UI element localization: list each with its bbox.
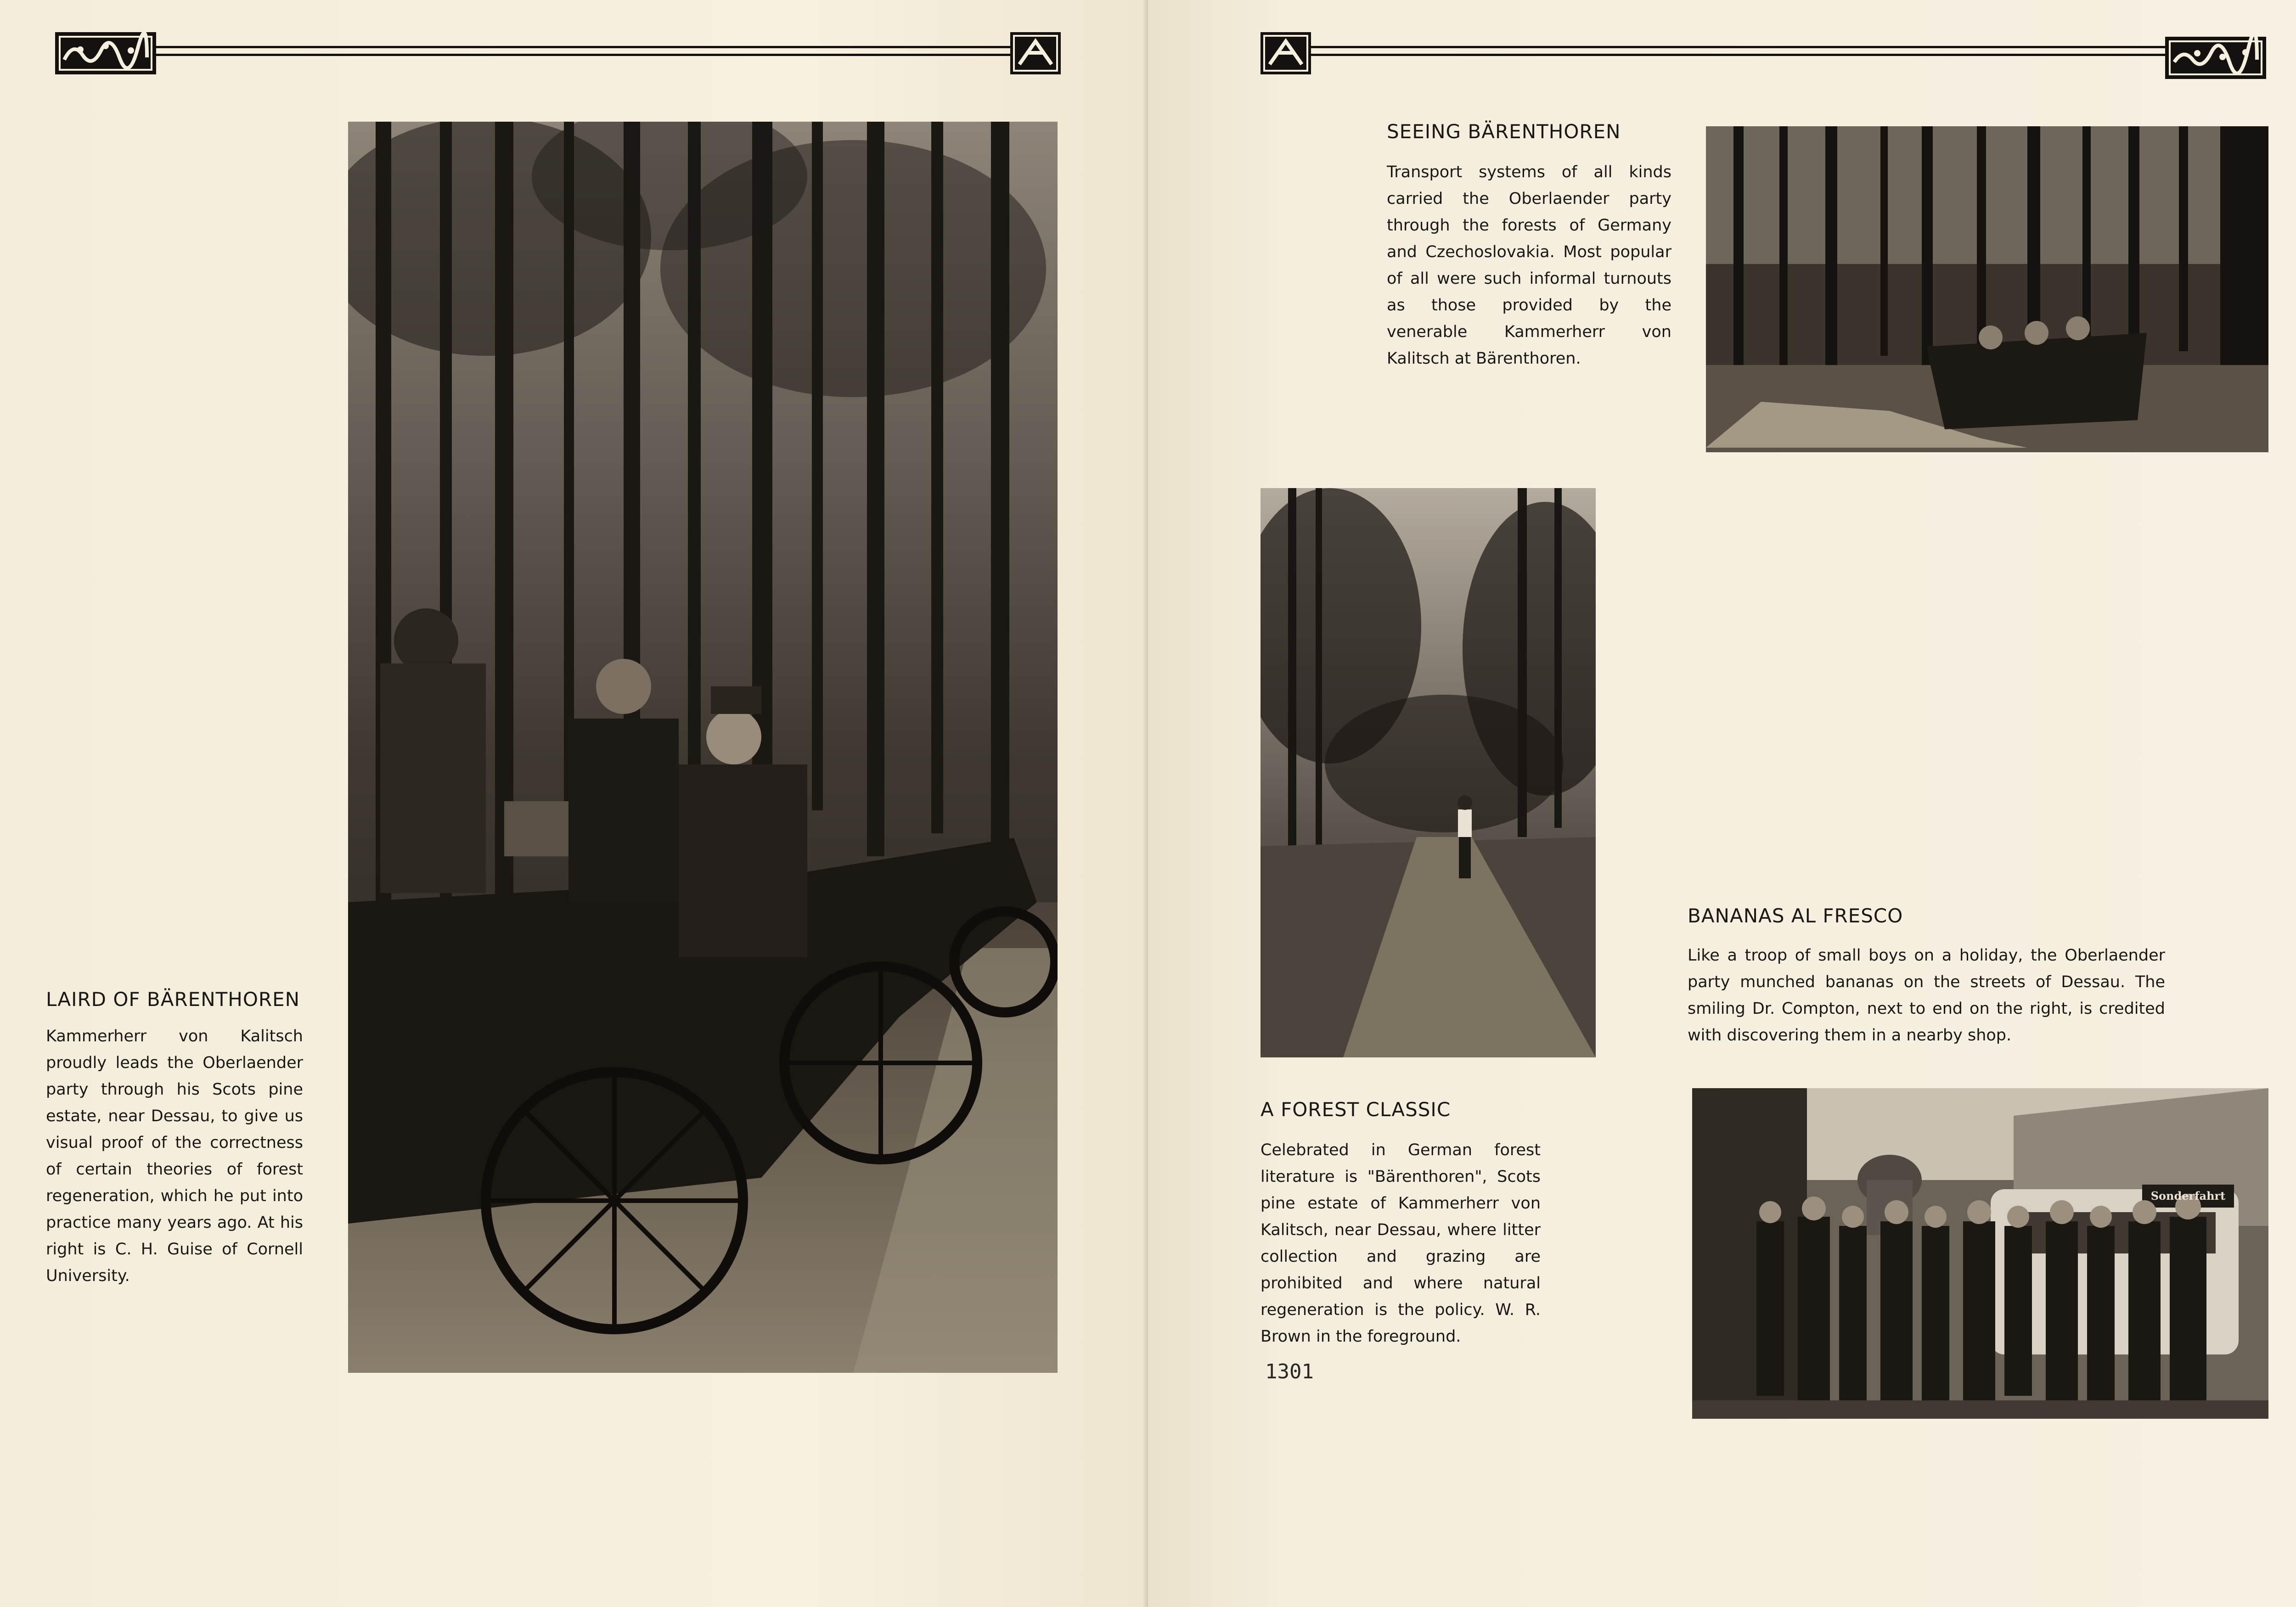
- forest-path-photo: [1261, 488, 1596, 1057]
- right-page: [1148, 0, 2296, 1607]
- seeing-caption-title: SEEING BÄRENTHOREN: [1387, 120, 1621, 143]
- header-ornament-left-end: [1010, 32, 1061, 74]
- bus-sign-label: Sonderfahrt: [2150, 1189, 2226, 1202]
- dessau-street-photo: [1692, 1088, 2268, 1419]
- bananas-caption-body: Like a troop of small boys on a holiday, the Oberlaender party munched bananas on the streets of Dessau. The smiling Dr. Compton, next to end on the right, is credited with discovering them in a nearby shop.: [1688, 946, 2165, 1045]
- header-rule-left: [156, 46, 1010, 56]
- header-ornament-right: [2165, 37, 2266, 79]
- header-ornament-left: [55, 32, 156, 74]
- page-number: 1301: [1265, 1360, 1314, 1383]
- bananas-caption-title: BANANAS AL FRESCO: [1688, 905, 1903, 927]
- header-rule-right: [1311, 46, 2165, 56]
- forest-carriage-photo: [1706, 126, 2268, 452]
- seeing-caption-body: Transport systems of all kinds carried the Oberlaender party through the forests of Germany and Czechoslovakia. Most popular of all were such informal turnouts as those provided by the venerable Kammerherr von Kalitsch at Bärenthoren.: [1387, 163, 1671, 368]
- laird-caption-body: Kammerherr von Kalitsch proudly leads the Oberlaender party through his Scots pine estate, near Dessau, to give us visual proof of the correctness of certain theories of forest regeneration, which he put into practice many years ago. At his right is C. H. Guise of Cornell University.: [46, 1027, 303, 1285]
- forest-classic-caption-title: A FOREST CLASSIC: [1261, 1098, 1451, 1121]
- header-ornament-right-start: [1261, 32, 1311, 74]
- carriage-photo: [348, 122, 1058, 1373]
- forest-classic-caption-body: Celebrated in German forest literature is "Bärenthoren", Scots pine estate of Kammerherr von Kalitsch, near Dessau, where litter collection and grazing are prohibited and where natural regeneration is the policy. W. R. Brown in the foreground.: [1261, 1141, 1541, 1346]
- laird-caption-title: LAIRD OF BÄRENTHOREN: [46, 988, 300, 1011]
